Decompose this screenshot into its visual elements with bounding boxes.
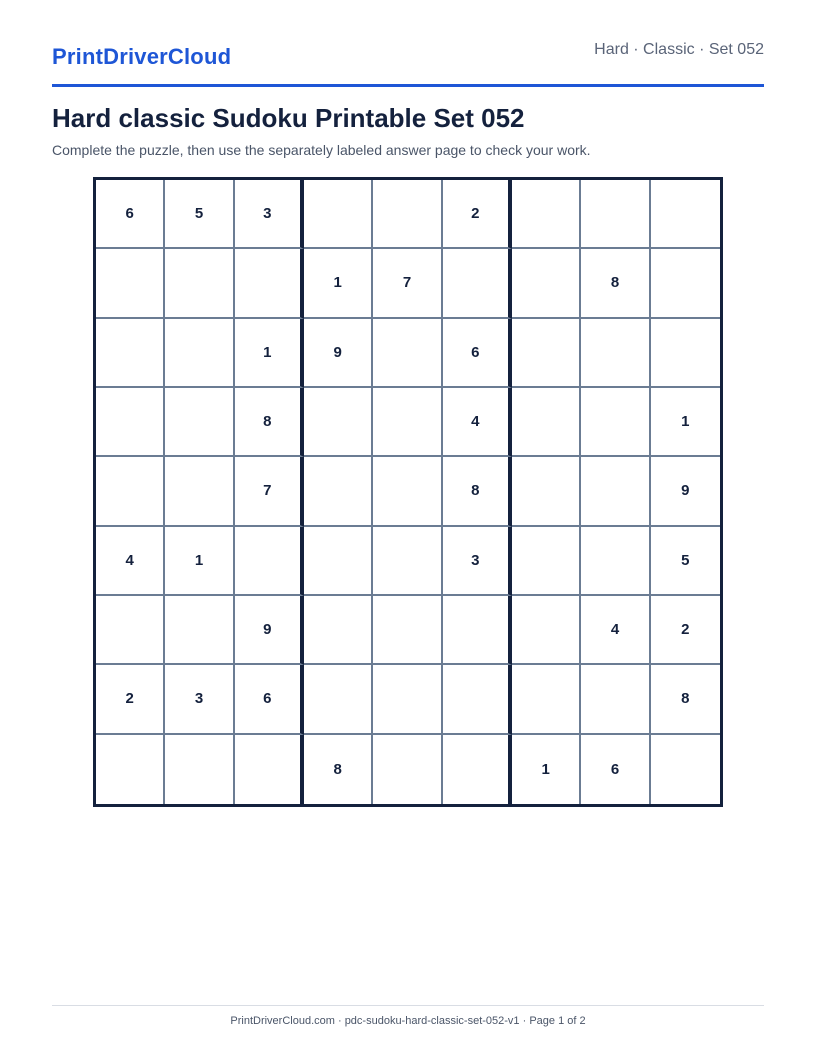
sudoku-cell[interactable]: 8 xyxy=(235,388,304,457)
sudoku-cell[interactable]: 6 xyxy=(235,665,304,734)
sudoku-cell[interactable] xyxy=(304,180,373,249)
sudoku-cell[interactable]: 8 xyxy=(581,249,650,318)
sudoku-cell[interactable] xyxy=(235,527,304,596)
sudoku-cell[interactable] xyxy=(651,735,720,804)
sudoku-cell[interactable] xyxy=(512,388,581,457)
sudoku-cell[interactable] xyxy=(96,457,165,526)
sudoku-cell[interactable] xyxy=(512,665,581,734)
sudoku-cell[interactable] xyxy=(304,665,373,734)
sudoku-cell[interactable] xyxy=(373,735,442,804)
puzzle-meta: Hard · Classic · Set 052 xyxy=(594,41,764,58)
sudoku-cell[interactable]: 3 xyxy=(443,527,512,596)
sudoku-cell[interactable] xyxy=(373,180,442,249)
sudoku-cell[interactable] xyxy=(373,596,442,665)
sudoku-cell[interactable] xyxy=(304,388,373,457)
sudoku-cell[interactable] xyxy=(96,388,165,457)
sudoku-cell[interactable]: 4 xyxy=(581,596,650,665)
page-footer: PrintDriverCloud.com · pdc-sudoku-hard-classic-set-052-v1 · Page 1 of 2 xyxy=(52,1005,764,1027)
sudoku-cell[interactable]: 2 xyxy=(96,665,165,734)
sudoku-cell[interactable] xyxy=(443,596,512,665)
sudoku-cell[interactable] xyxy=(581,319,650,388)
sudoku-cell[interactable]: 7 xyxy=(373,249,442,318)
sudoku-cell[interactable] xyxy=(581,180,650,249)
sudoku-cell[interactable] xyxy=(581,527,650,596)
sudoku-cell[interactable] xyxy=(235,735,304,804)
sudoku-cell[interactable] xyxy=(304,457,373,526)
sudoku-cell[interactable] xyxy=(304,527,373,596)
sudoku-cell[interactable] xyxy=(443,665,512,734)
sudoku-cell[interactable]: 3 xyxy=(165,665,234,734)
sudoku-cell[interactable] xyxy=(443,735,512,804)
sudoku-cell[interactable] xyxy=(651,319,720,388)
sudoku-cell[interactable] xyxy=(651,180,720,249)
sudoku-cell[interactable] xyxy=(373,665,442,734)
sudoku-cell[interactable]: 8 xyxy=(651,665,720,734)
sudoku-cell[interactable] xyxy=(443,249,512,318)
sudoku-cell[interactable]: 7 xyxy=(235,457,304,526)
sudoku-cell[interactable] xyxy=(96,249,165,318)
page-header xyxy=(52,40,764,87)
sudoku-cell[interactable]: 4 xyxy=(443,388,512,457)
sudoku-cell[interactable] xyxy=(512,457,581,526)
sudoku-cell[interactable] xyxy=(304,596,373,665)
sudoku-cell[interactable] xyxy=(165,735,234,804)
sudoku-cell[interactable] xyxy=(165,319,234,388)
sudoku-cell[interactable]: 8 xyxy=(443,457,512,526)
sudoku-cell[interactable]: 1 xyxy=(512,735,581,804)
sudoku-cell[interactable]: 2 xyxy=(443,180,512,249)
sudoku-cell[interactable] xyxy=(512,319,581,388)
sudoku-cell[interactable]: 1 xyxy=(651,388,720,457)
sudoku-cell[interactable]: 9 xyxy=(304,319,373,388)
sudoku-cell[interactable]: 9 xyxy=(651,457,720,526)
sudoku-cell[interactable] xyxy=(373,319,442,388)
sudoku-cell[interactable]: 5 xyxy=(651,527,720,596)
sudoku-cell[interactable] xyxy=(96,596,165,665)
sudoku-cell[interactable] xyxy=(512,527,581,596)
brand-logo[interactable]: PrintDriverCloud xyxy=(52,44,232,69)
sudoku-cell[interactable]: 8 xyxy=(304,735,373,804)
sudoku-cell[interactable] xyxy=(512,180,581,249)
sudoku-cell[interactable] xyxy=(373,527,442,596)
sudoku-cell[interactable] xyxy=(512,249,581,318)
sudoku-cell[interactable] xyxy=(581,457,650,526)
sudoku-cell[interactable] xyxy=(96,735,165,804)
sudoku-cell[interactable] xyxy=(512,596,581,665)
sudoku-cell[interactable]: 4 xyxy=(96,527,165,596)
sudoku-cell[interactable]: 6 xyxy=(96,180,165,249)
sudoku-cell[interactable] xyxy=(96,319,165,388)
sudoku-cell[interactable]: 6 xyxy=(443,319,512,388)
sudoku-grid xyxy=(93,177,723,807)
page-title: Hard classic Sudoku Printable Set 052 xyxy=(52,103,525,133)
sudoku-cell[interactable]: 6 xyxy=(581,735,650,804)
sudoku-cell[interactable]: 1 xyxy=(304,249,373,318)
sudoku-cell[interactable] xyxy=(581,388,650,457)
sudoku-cell[interactable] xyxy=(651,249,720,318)
sudoku-cell[interactable]: 1 xyxy=(165,527,234,596)
sudoku-cell[interactable]: 3 xyxy=(235,180,304,249)
sudoku-cell[interactable]: 9 xyxy=(235,596,304,665)
sudoku-cell[interactable] xyxy=(235,249,304,318)
sudoku-cell[interactable] xyxy=(373,388,442,457)
sudoku-cell[interactable]: 2 xyxy=(651,596,720,665)
sudoku-cell[interactable] xyxy=(373,457,442,526)
sudoku-cell[interactable] xyxy=(165,596,234,665)
sudoku-cell[interactable]: 5 xyxy=(165,180,234,249)
sudoku-cell[interactable] xyxy=(165,388,234,457)
sudoku-cell[interactable]: 1 xyxy=(235,319,304,388)
sudoku-cell[interactable] xyxy=(165,457,234,526)
sudoku-cell[interactable] xyxy=(581,665,650,734)
sudoku-cell[interactable] xyxy=(165,249,234,318)
page-subtitle: Complete the puzzle, then use the separately labeled answer page to check your work. xyxy=(52,142,591,158)
